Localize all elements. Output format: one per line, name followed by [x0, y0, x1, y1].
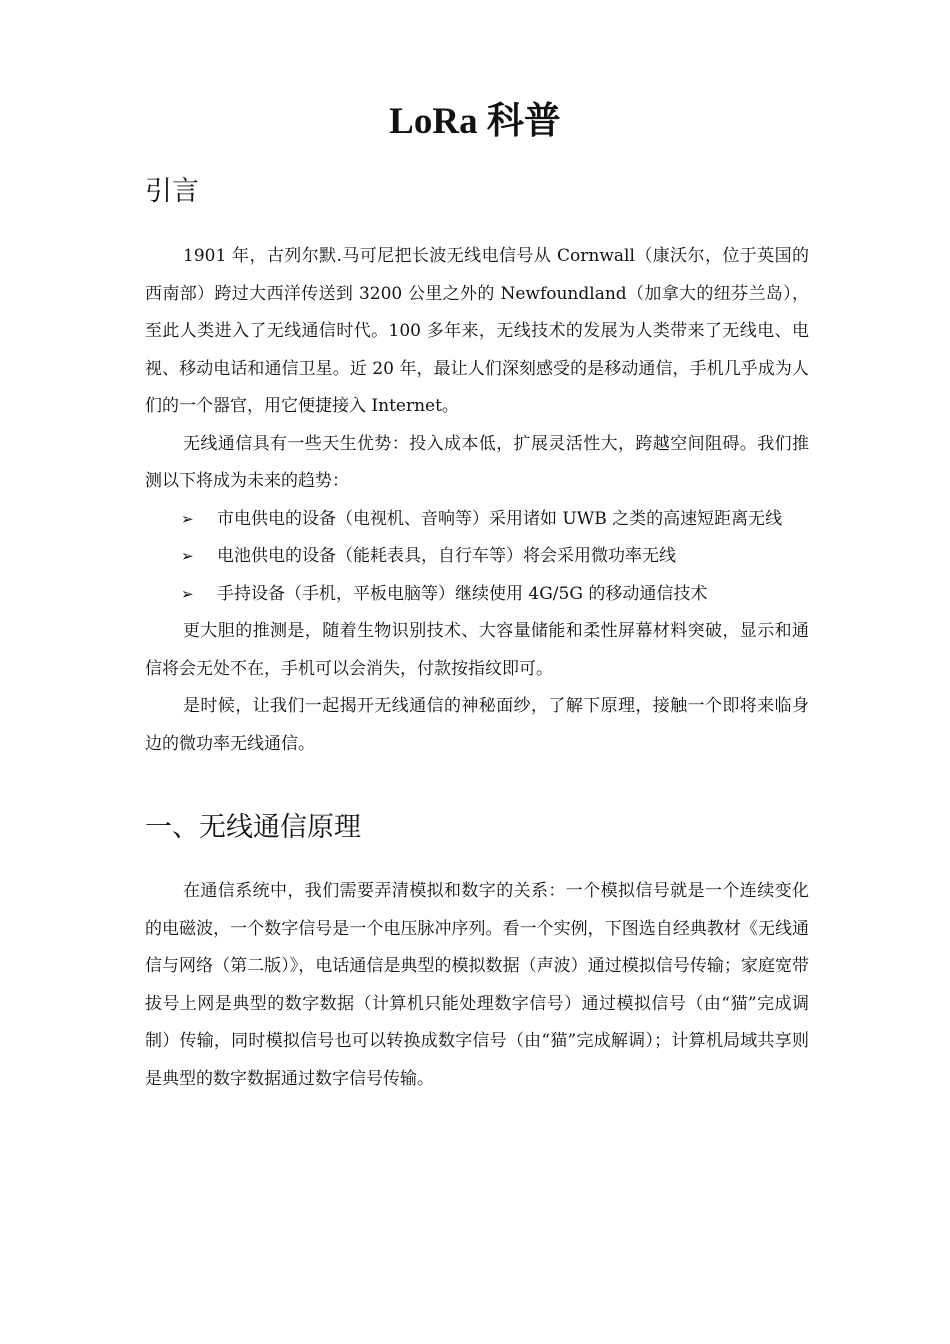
list-item-text: 电池供电的设备（能耗表具，自行车等）将会采用微功率无线 — [217, 546, 676, 566]
section1-paragraph-1: 在通信系统中，我们需要弄清模拟和数字的关系：一个模拟信号就是一个连续变化的电磁波，一个数字信号是一个电压脉冲序列。看一个实例，下图选自经典教材《无线通信与网络（第二版）》，电话通信是典型的模拟数据（声波）通过模拟信号传输；家庭宽带拔号上网是典型的数字数据（计算机只能处理数字信号）通过模拟信号（由“猫”完成调制）传输，同时模拟信号也可以转换成数字信号（由“猫”完成解调）；计算机局域共享则是典型的数字数据通过数字信号传输。 — [145, 881, 809, 1089]
arrow-bullet-icon: ➢ — [181, 584, 194, 603]
list-item — [145, 538, 809, 576]
document-title: LoRa 科普 — [389, 101, 561, 142]
arrow-bullet-icon: ➢ — [181, 509, 194, 528]
list-item — [145, 501, 809, 539]
section-heading-intro: 引言 — [145, 176, 199, 207]
intro-paragraph-2: 无线通信具有一些天生优势：投入成本低，扩展灵活性大，跨越空间阻碍。我们推测以下将成为未来的趋势： — [145, 433, 809, 491]
list-item-text: 市电供电的设备（电视机、音响等）采用诸如 UWB 之类的高速短距离无线 — [217, 508, 783, 529]
trend-list — [145, 501, 809, 614]
section1-body — [145, 873, 809, 1098]
arrow-bullet-icon: ➢ — [181, 547, 194, 565]
intro-paragraph-3: 更大胆的推测是，随着生物识别技术、大容量储能和柔性屏幕材料突破，显示和通信将会无处不在，手机可以会消失，付款按指纹即可。 — [145, 621, 809, 679]
section-heading-wireless-principle: 一、无线通信原理 — [145, 812, 361, 843]
intro-paragraph-1: 1901 年，古列尔默.马可尼把长波无线电信号从 Cornwall（康沃尔，位于英国的西南部）跨过大西洋传送到 3200 公里之外的 Newfoundland（加拿大的纽芬兰岛），至此人类进入了无线通信时代。100 多年来，无线技术的发展为人类带来了无线电、电视、移动电话和通信卫星。近 20 年，最让人们深刻感受的是移动通信，手机几乎成为人们的一个器官，用它便捷接入 Internet。 — [145, 246, 809, 416]
list-item-text: 手持设备（手机，平板电脑等）继续使用 4G/5G 的移动通信技术 — [217, 583, 708, 604]
list-item — [145, 576, 809, 614]
intro-body — [145, 238, 809, 763]
intro-paragraph-4: 是时候，让我们一起揭开无线通信的神秘面纱，了解下原理，接触一个即将来临身边的微功率无线通信。 — [145, 696, 809, 754]
